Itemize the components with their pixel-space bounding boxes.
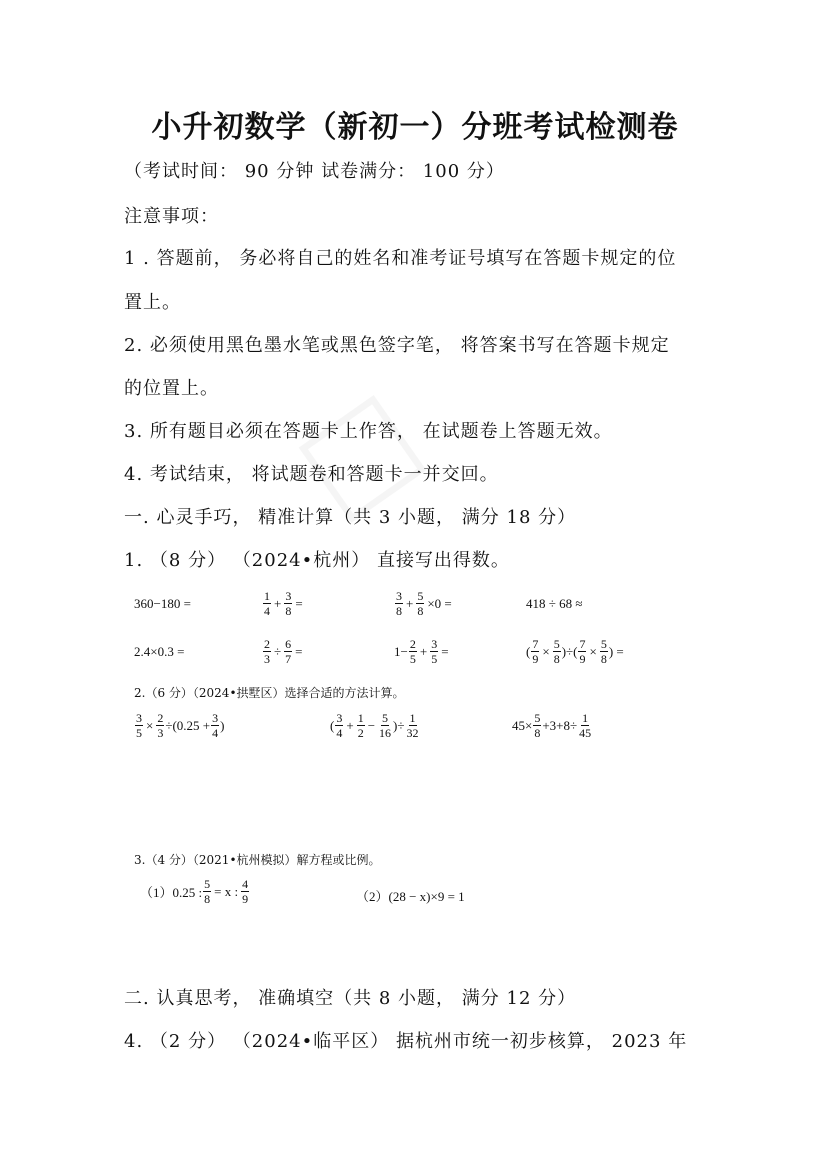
note-line: 的位置上。: [124, 378, 219, 399]
q1-item-c: $\frac{3}{8}$ + $\frac{5}{8}$ ×0 =: [396, 589, 452, 618]
section-heading: 二. 认真思考， 准确填空（共 8 小题， 满分 12 分）: [124, 988, 577, 1009]
question-2: 2.（6 分）（2024•拱墅区）选择合适的方法计算。: [134, 686, 405, 700]
q1-item-a: 360−180 =: [134, 596, 191, 611]
note-line: 2. 必须使用黑色墨水笔或黑色签字笔， 将答案书写在答题卡规定: [124, 335, 670, 356]
question-4: 4. （2 分） （2024•临平区） 据杭州市统一初步核算， 2023 年: [124, 1031, 688, 1052]
notes-heading: 注意事项：: [124, 206, 219, 227]
page-title: 小升初数学（新初一）分班考试检测卷: [151, 110, 679, 145]
note-line: 置上。: [124, 292, 181, 313]
q1-item-g: 1− $\frac{2}{5}$ + $\frac{3}{5}$ =: [394, 637, 449, 666]
q2-item-b: ( $\frac{3}{4}$ + $\frac{1}{2}$ − $\frac{5}{16}$ )÷ $\frac{1}{32}$: [330, 711, 419, 740]
q1-item-h: ( $\frac{7}{9}$ × $\frac{5}{8}$ )÷( $\frac{7}{9}$ × $\frac{5}{8}$ ) =: [526, 637, 624, 666]
q1-item-f: $\frac{2}{3}$ ÷ $\frac{6}{7}$ =: [264, 637, 303, 666]
q3-item-a: （1）0.25 : $\frac{5}{8}$ = x : $\frac{4}{9}$: [140, 877, 249, 906]
q1-item-e: 2.4×0.3 =: [134, 644, 185, 659]
exam-info: （考试时间： 90 分钟 试卷满分： 100 分）: [124, 161, 505, 182]
q3-item-b: （2）(28 − x)×9 = 1: [356, 889, 465, 904]
note-line: 1 . 答题前， 务必将自己的姓名和准考证号填写在答题卡规定的位: [124, 248, 677, 269]
question-1: 1. （8 分） （2024•杭州） 直接写出得数。: [124, 550, 510, 571]
note-line: 4. 考试结束， 将试题卷和答题卡一并交回。: [124, 464, 499, 485]
note-line: 3. 所有题目必须在答题卡上作答， 在试题卷上答题无效。: [124, 421, 613, 442]
q1-item-d: 418 ÷ 68 ≈: [526, 596, 583, 611]
q2-item-c: 45× $\frac{5}{8}$ +3+8÷ $\frac{1}{45}$: [512, 711, 592, 740]
section-heading: 一. 心灵手巧， 精准计算（共 3 小题， 满分 18 分）: [124, 507, 577, 528]
question-3: 3.（4 分）（2021•杭州模拟）解方程或比例。: [134, 853, 381, 867]
q2-item-a: $\frac{3}{5}$ × $\frac{2}{3}$ ÷(0.25 + $\frac{3}{4}$ ): [136, 711, 225, 740]
q1-item-b: $\frac{1}{4}$ + $\frac{3}{8}$ =: [264, 589, 303, 618]
